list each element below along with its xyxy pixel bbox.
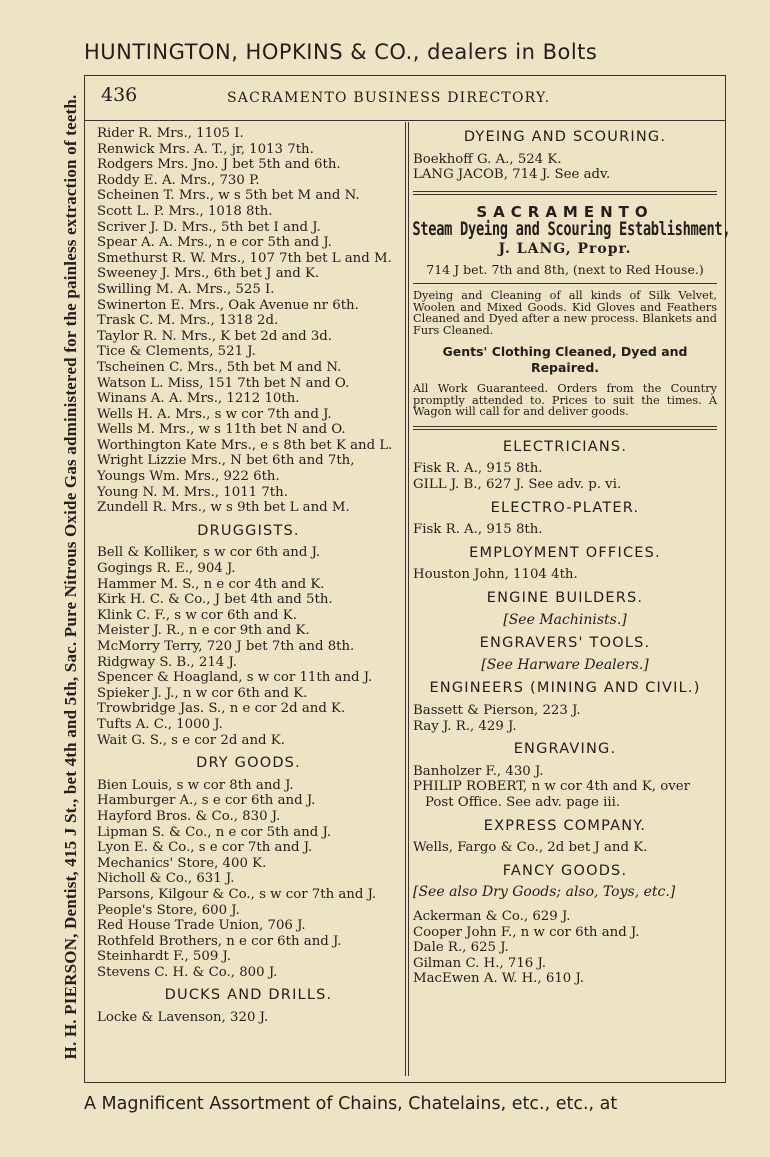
electricians-list (413, 461, 717, 492)
directory-entry: Hamburger A., s e cor 6th and J. (97, 793, 316, 809)
section-heading: DYEING AND SCOURING. (463, 129, 667, 145)
directory-entry: Swilling M. A. Mrs., 525 I. (97, 281, 275, 297)
directory-entry: Trask C. M. Mrs., 1318 2d. (97, 313, 279, 329)
directory-entry: Gogings R. E., 904 J. (97, 561, 236, 577)
directory-entry: Red House Trade Union, 706 J. (97, 918, 306, 934)
directory-entry: Scott L. P. Mrs., 1018 8th. (97, 203, 273, 219)
directory-entry: Lipman S. & Co., n e cor 5th and J. (97, 824, 331, 840)
directory-entry: Smethurst R. W. Mrs., 107 7th bet L and M. (97, 250, 392, 266)
directory-entry: Rider R. Mrs., 1105 I. (97, 126, 244, 141)
section-heading: ELECTRO-PLATER. (490, 499, 640, 516)
ad-address: 714 J bet. 7th and 8th, (next to Red House.) (426, 261, 704, 277)
column-divider (408, 122, 409, 1076)
fancy-goods-list (413, 909, 717, 987)
dyeing-list (413, 152, 717, 183)
directory-entry: Locke & Lavenson, 320 J. (97, 1010, 269, 1026)
directory-entry: Wright Lizzie Mrs., N bet 6th and 7th, (97, 453, 355, 469)
express-list (413, 840, 717, 856)
directory-entry: Rothfeld Brothers, n e cor 6th and J. (97, 933, 342, 949)
directory-entry: Sweeney J. Mrs., 6th bet J and K. (97, 266, 320, 282)
section-heading: DRUGGISTS. (197, 522, 300, 539)
directory-entry: LANG JACOB, 714 J. See adv. (413, 167, 611, 183)
directory-entry: Klink C. F., s w cor 6th and K. (97, 607, 297, 623)
section-heading: ELECTRICIANS. (502, 438, 628, 455)
directory-entry: Fisk R. A., 915 8th. (413, 461, 543, 477)
directory-entry: Tice & Clements, 521 J. (97, 344, 256, 360)
directory-entry: Fisk R. A., 915 8th. (413, 522, 543, 538)
directory-entry: Houston John, 1104 4th. (413, 567, 578, 583)
directory-entry: Meister J. R., n e cor 9th and K. (97, 623, 310, 639)
directory-entry: Boekhoff G. A., 524 K. (413, 151, 562, 167)
section-heading: DUCKS AND DRILLS. (164, 987, 333, 1004)
right-column (412, 126, 731, 987)
directory-entry: Parsons, Kilgour & Co., s w cor 7th and J. (97, 886, 377, 902)
directory-entry: Lyon E. & Co., s e cor 7th and J. (97, 840, 313, 856)
directory-page (84, 75, 731, 1083)
directory-entry: Zundell R. Mrs., w s 9th bet L and M. (97, 500, 350, 516)
engraving-list (413, 764, 717, 811)
directory-entry: Hayford Bros. & Co., 830 J. (97, 808, 281, 824)
directory-entry: Bassett & Pierson, 223 J. (413, 702, 581, 718)
section-heading: EMPLOYMENT OFFICES. (469, 544, 661, 561)
directory-entry: Scriver J. D. Mrs., 5th bet I and J. (97, 219, 321, 235)
directory-entry: Tufts A. C., 1000 J. (97, 716, 223, 732)
directory-entry: Stevens C. H. & Co., 800 J. (97, 964, 278, 980)
section-heading: ENGRAVING. (513, 741, 617, 758)
cross-reference: [See Harware Dealers.] (481, 656, 649, 673)
divider (413, 429, 717, 430)
bottom-advertisement: A Magnificent Assortment of Chains, Chatelains, etc., etc., at (84, 1094, 618, 1114)
engineers-list (413, 703, 717, 734)
directory-entry: Renwick Mrs. A. T., jr, 1013 7th. (97, 141, 314, 157)
directory-entry: Bell & Kolliker, s w cor 6th and J. (97, 545, 321, 561)
directory-entry: Tscheinen C. Mrs., 5th bet M and N. (97, 359, 342, 375)
directory-entry: Bien Louis, s w cor 8th and J. (97, 777, 294, 793)
left-column (97, 126, 400, 1026)
druggists-list (97, 545, 400, 748)
cross-reference: [See also Dry Goods; also, Toys, etc.] (413, 884, 676, 901)
directory-entry: Rodgers Mrs. Jno. J bet 5th and 6th. (97, 157, 341, 173)
dyeing-advertisement (412, 202, 731, 419)
directory-entry: People's Store, 600 J. (97, 902, 240, 918)
directory-entry: Wells M. Mrs., w s 11th bet N and O. (97, 422, 346, 438)
directory-entry: Ray J. R., 429 J. (413, 718, 517, 734)
directory-entry: Mechanics' Store, 400 K. (97, 855, 267, 871)
section-heading: DRY GOODS. (196, 755, 301, 772)
ad-gents-clothing: Gents' Clothing Cleaned, Dyed and Repaired. (442, 344, 688, 375)
directory-entry: Winans A. A. Mrs., 1212 10th. (97, 391, 300, 407)
directory-entry: Kirk H. C. & Co., J bet 4th and 5th. (97, 592, 333, 608)
section-heading: ENGINEERS (MINING AND CIVIL.) (429, 680, 701, 697)
directory-entry: Scheinen T. Mrs., w s 5th bet M and N. (97, 188, 360, 204)
section-heading: ENGINE BUILDERS. (486, 590, 644, 606)
ad-city: SACRAMENTO (476, 202, 654, 221)
directory-entry: GILL J. B., 627 J. See adv. p. vi. (413, 477, 622, 493)
directory-entry: Hammer M. S., n e cor 4th and K. (97, 576, 325, 592)
dry-goods-list (97, 778, 400, 981)
directory-entry: Steinhardt F., 509 J. (97, 949, 232, 965)
electroplater-list (413, 522, 717, 538)
directory-entry: Roddy E. A. Mrs., 730 P. (97, 172, 260, 188)
column-divider (405, 122, 406, 1076)
ad-services: Dyeing and Cleaning of all kinds of Silk Velvet, Woolen and Mixed Goods. Kid Gloves and Feathers Cleaned and Dyed after a new process. Blankets and Furs Cleaned. (413, 289, 717, 337)
section-heading: ENGRAVERS' TOOLS. (479, 635, 651, 652)
directory-entry: Nicholl & Co., 631 J. (97, 871, 235, 887)
directory-entry: Spieker J. J., n w cor 6th and K. (97, 685, 308, 701)
directory-entry: Watson L. Miss, 151 7th bet N and O. (97, 375, 350, 391)
ad-proprietor: J. LANG, Propr. (498, 240, 632, 257)
page-number: 436 (101, 84, 138, 106)
cross-reference: [See Machinists.] (503, 611, 627, 628)
residents-list (97, 126, 400, 516)
ducks-list (97, 1010, 400, 1026)
directory-entry: Ridgway S. B., 214 J. (97, 654, 238, 670)
section-heading: FANCY GOODS. (502, 862, 628, 879)
directory-entry: Spear A. A. Mrs., n e cor 5th and J. (97, 235, 332, 251)
directory-entry: Spencer & Hoagland, s w cor 11th and J. (97, 670, 373, 686)
ad-guarantee: All Work Guaranteed. Orders from the Country promptly attended to. Prices to suit the times. A Wagon will call for and deliver goods. (413, 382, 717, 419)
directory-entry: PHILIP ROBERT, n w cor 4th and K, over Post Office. See adv. page iii. (413, 779, 690, 810)
directory-entry: Worthington Kate Mrs., e s 8th bet K and L. (97, 437, 393, 453)
directory-entry: Dale R., 625 J. (413, 940, 509, 956)
directory-entry: Gilman C. H., 716 J. (413, 955, 547, 971)
running-title: SACRAMENTO BUSINESS DIRECTORY. (227, 90, 551, 106)
page-header (85, 76, 725, 121)
ad-business-name: Steam Dyeing and Scouring Establishment, (412, 218, 731, 241)
directory-entry: Wait G. S., s e cor 2d and K. (97, 732, 285, 748)
directory-entry: Cooper John F., n w cor 6th and J. (413, 924, 640, 940)
top-advertisement: HUNTINGTON, HOPKINS & CO., dealers in Bolts (84, 40, 598, 64)
directory-entry: Trowbridge Jas. S., n e cor 2d and K. (97, 701, 346, 717)
directory-entry: Banholzer F., 430 J. (413, 763, 544, 779)
directory-entry: Wells, Fargo & Co., 2d bet J and K. (413, 840, 648, 856)
directory-entry: Youngs Wm. Mrs., 922 6th. (97, 469, 280, 485)
side-advertisement: H. H. PIERSON, Dentist, 415 J St., bet 4th and 5th, Sac. Pure Nitrous Oxide Gas administered for the painless extraction of teeth. (61, 94, 80, 1060)
directory-entry: Ackerman & Co., 629 J. (413, 908, 571, 924)
directory-entry: Swinerton E. Mrs., Oak Avenue nr 6th. (97, 297, 359, 313)
divider (413, 283, 717, 284)
divider (413, 426, 717, 427)
divider (413, 194, 717, 195)
section-heading: EXPRESS COMPANY. (483, 817, 647, 834)
directory-entry: Taylor R. N. Mrs., K bet 2d and 3d. (97, 328, 333, 344)
employment-list (413, 567, 717, 583)
directory-entry: MacEwen A. W. H., 610 J. (413, 971, 584, 987)
directory-entry: Wells H. A. Mrs., s w cor 7th and J. (97, 406, 332, 422)
divider (413, 191, 717, 192)
directory-entry: Young N. M. Mrs., 1011 7th. (97, 484, 288, 500)
directory-entry: McMorry Terry, 720 J bet 7th and 8th. (97, 639, 355, 654)
